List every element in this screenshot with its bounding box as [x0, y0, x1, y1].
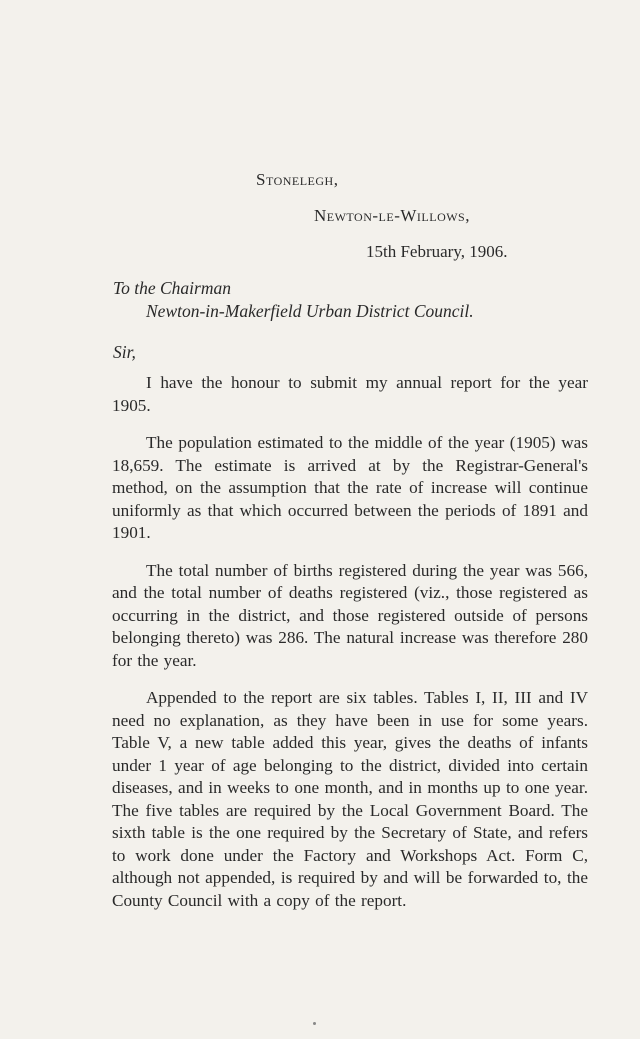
address-line-1: Stonelegh, [256, 170, 339, 189]
recipient-line-1: To the Chairman [113, 278, 231, 298]
paragraph-population: The population estimated to the middle of the year (1905) was 18,659. The estimate is arrived at by the Registrar-General's method, on the assumption that the rate of increase will continue uniformly as that which occurred between the periods of 1891 and 1901. [112, 433, 588, 542]
salutation: Sir, [113, 342, 136, 362]
paragraph-annual-report: I have the honour to submit my annual report for the year 1905. [112, 373, 588, 415]
paragraph-tables: Appended to the report are six tables. Tables I, II, III and IV need no explanation, as they have been in use for some years. Table V, a new table added this year, gives the deaths of infants under 1 year of age belonging to the district, divided into certain diseases, and in weeks to one month, and in months up to one year. The five tables are required by the Local Government Board. The sixth table is the one required by the Secretary of State, and refers to work done under the Factory and Workshops Act. Form C, although not appended, is required by and will be forwarded to, the County Council with a copy of the report. [112, 688, 588, 910]
letter-date: 15th February, 1906. [366, 242, 508, 261]
paragraph-births-deaths: The total number of births registered during the year was 566, and the total number of deaths registered (viz., those registered as occurring in the district, and those registered outside of persons belonging thereto) was 286. The natural increase was therefore 280 for the year. [112, 560, 588, 670]
recipient-line-2: Newton-in-Makerfield Urban District Council. [146, 301, 474, 321]
letter-body [112, 372, 588, 912]
address-line-2: Newton-le-Willows, [314, 206, 470, 225]
paper-speck [313, 1022, 316, 1025]
